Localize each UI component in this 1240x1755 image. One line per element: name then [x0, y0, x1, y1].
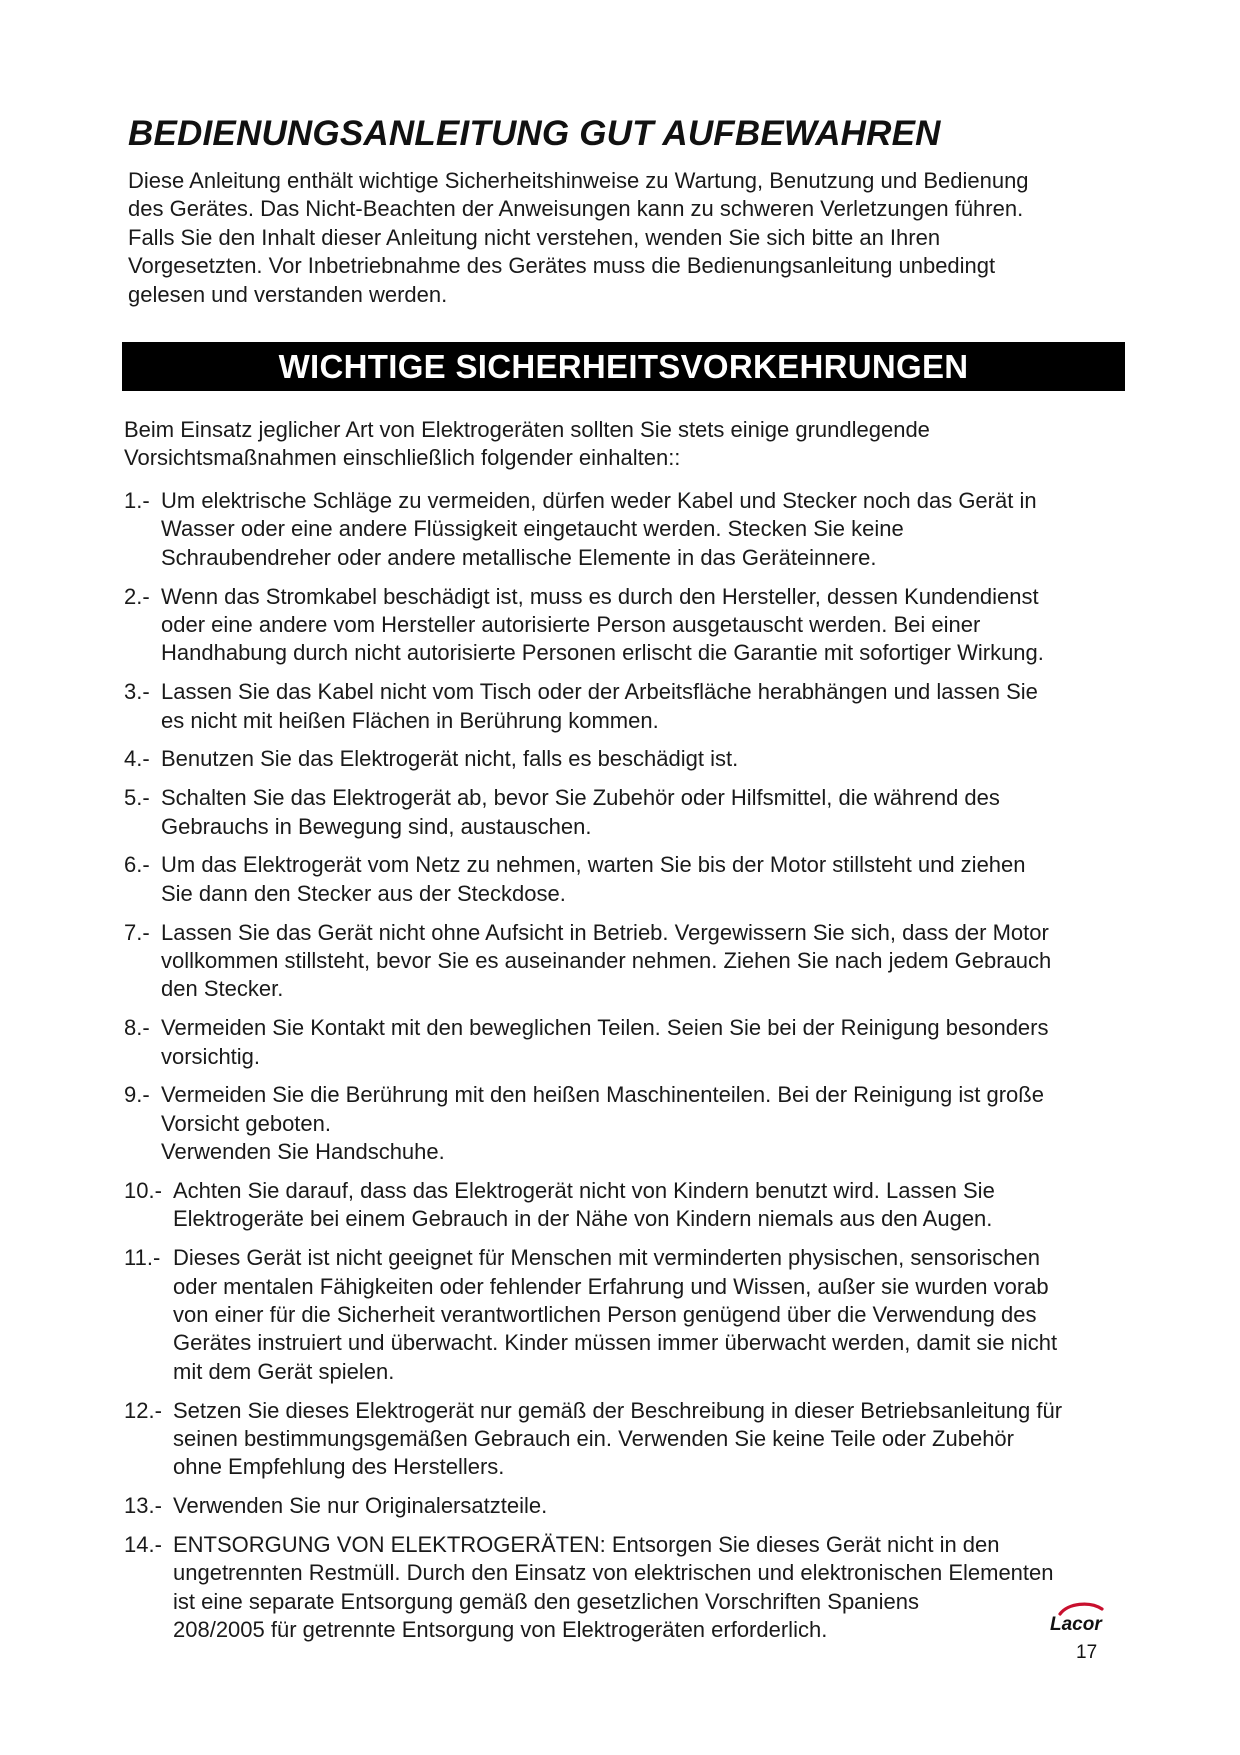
list-item-number: 13.- — [124, 1493, 169, 1519]
list-item — [124, 1177, 1134, 1234]
list-item — [124, 1531, 1134, 1645]
list-item-number: 3.- — [124, 679, 156, 705]
section-lead: Beim Einsatz jeglicher Art von Elektrogeräten sollten Sie stets einige grundlegende Vorsichtsmaßnahmen einschließlich folgender einhalten:: — [124, 417, 930, 471]
logo-wordmark: Lacor — [1050, 1614, 1102, 1634]
brand-logo — [1046, 1600, 1126, 1634]
list-item-text: ENTSORGUNG VON ELEKTROGERÄTEN: Entsorgen Sie dieses Gerät nicht in den ungetrennten Restmüll. Durch den Einsatz von elektrischen und elektronischen Elementen ist eine separate Entsorgung gemäß den gesetzlichen Vorschriften Spaniens 208/2005 für getrennte Entsorgung von Elektrogeräten erforderlich. — [173, 1532, 1054, 1643]
list-item — [124, 919, 1134, 1004]
list-item-text: Lassen Sie das Gerät nicht ohne Aufsicht in Betrieb. Vergewissern Sie sich, dass der Motor vollkommen stillsteht, bevor Sie es auseinander nehmen. Ziehen Sie nach jedem Gebrauch den Stecker. — [161, 919, 1052, 1002]
list-item-text: Um das Elektrogerät vom Netz zu nehmen, warten Sie bis der Motor stillsteht und ziehen Sie dann den Stecker aus der Steckdose. — [161, 852, 1026, 906]
list-item-text: Wenn das Stromkabel beschädigt ist, muss es durch den Hersteller, dessen Kundendienst oder eine andere vom Hersteller autorisierte Person ausgetauscht werden. Bei einer Handhabung durch nicht autorisierte Personen erlischt die Garantie mit sofortiger Wirkung. — [161, 583, 1044, 666]
list-item — [124, 487, 1134, 572]
list-item — [124, 583, 1134, 668]
list-item-number: 10.- — [124, 1178, 169, 1204]
list-item-number: 6.- — [124, 852, 156, 878]
list-item-text: Um elektrische Schläge zu vermeiden, dürfen weder Kabel und Stecker noch das Gerät in Wasser oder eine andere Flüssigkeit eingetaucht werden. Stecken Sie keine Schraubendreher oder andere metallische Elemente in das Geräteinnere. — [161, 488, 1037, 570]
list-item-number: 4.- — [124, 746, 156, 772]
list-item — [124, 745, 1134, 773]
logo-swoosh-icon — [1060, 1604, 1102, 1614]
safety-rules-list — [124, 487, 1134, 1655]
list-item — [124, 678, 1134, 735]
list-item — [124, 1397, 1134, 1482]
list-item-number: 7.- — [124, 919, 156, 945]
list-item-text: Setzen Sie dieses Elektrogerät nur gemäß der Beschreibung in dieser Betriebsanleitung für seinen bestimmungsgemäßen Gebrauch ein. Verwenden Sie keine Teile oder Zubehör ohne Empfehlung des Herstellers. — [173, 1397, 1063, 1480]
list-item-number: 2.- — [124, 583, 156, 609]
list-item-text: Benutzen Sie das Elektrogerät nicht, falls es beschädigt ist. — [161, 746, 739, 772]
list-item-text: Verwenden Sie nur Originalersatzteile. — [173, 1493, 548, 1519]
list-item — [124, 1244, 1134, 1386]
list-item-text: Dieses Gerät ist nicht geeignet für Menschen mit verminderten physischen, sensorischen oder mentalen Fähigkeiten oder fehlender Erfahrung und Wissen, außer sie wurden vorab von einer für die Sicherheit verantwortlichen Person genügend über die Verwendung des Gerätes instruiert und überwacht. Kinder müssen immer überwacht werden, damit sie nicht mit dem Gerät spielen. — [173, 1245, 1058, 1384]
list-item-text: Lassen Sie das Kabel nicht vom Tisch oder der Arbeitsfläche herabhängen und lassen Sie es nicht mit heißen Flächen in Berührung kommen. — [161, 679, 1038, 733]
list-item-number: 1.- — [124, 488, 156, 513]
list-item-number: 8.- — [124, 1015, 156, 1041]
list-item-number: 11.- — [124, 1245, 167, 1271]
section-title: WICHTIGE SICHERHEITSVORKEHRUNGEN — [278, 347, 969, 385]
list-item-text: Schalten Sie das Elektrogerät ab, bevor Sie Zubehör oder Hilfsmittel, die während des Gebrauchs in Bewegung sind, austauschen. — [161, 785, 1000, 839]
list-item-text: Vermeiden Sie die Berührung mit den heißen Maschinenteilen. Bei der Reinigung ist große Vorsicht geboten. Verwenden Sie Handschuhe. — [161, 1082, 1044, 1165]
list-item-number: 5.- — [124, 785, 156, 811]
list-item-number: 9.- — [124, 1082, 156, 1108]
list-item — [124, 1081, 1134, 1166]
list-item — [124, 1492, 1134, 1520]
page-title: BEDIENUNGSANLEITUNG GUT AUFBEWAHREN — [128, 114, 941, 153]
list-item-text: Vermeiden Sie Kontakt mit den beweglichen Teilen. Seien Sie bei der Reinigung besonders vorsichtig. — [161, 1015, 1049, 1069]
section-banner — [122, 342, 1125, 391]
list-item — [124, 784, 1134, 841]
list-item-number: 12.- — [124, 1397, 169, 1423]
list-item — [124, 1014, 1134, 1071]
intro-paragraph: Diese Anleitung enthält wichtige Sicherheitshinweise zu Wartung, Benutzung und Bedienung des Gerätes. Das Nicht-Beachten der Anweisungen kann zu schweren Verletzungen führen. Falls Sie den Inhalt dieser Anleitung nicht verstehen, wenden Sie sich bitte an Ihren Vorgesetzten. Vor Inbetriebnahme des Gerätes muss die Bedienungsanleitung unbedingt gelesen und verstanden werden. — [128, 168, 1029, 307]
list-item-number: 14.- — [124, 1532, 169, 1558]
list-item-text: Achten Sie darauf, dass das Elektrogerät nicht von Kindern benutzt wird. Lassen Sie Elektrogeräte bei einem Gebrauch in der Nähe von Kindern niemals aus den Augen. — [173, 1178, 995, 1232]
page-number: 17 — [1076, 1642, 1098, 1663]
list-item — [124, 851, 1134, 908]
